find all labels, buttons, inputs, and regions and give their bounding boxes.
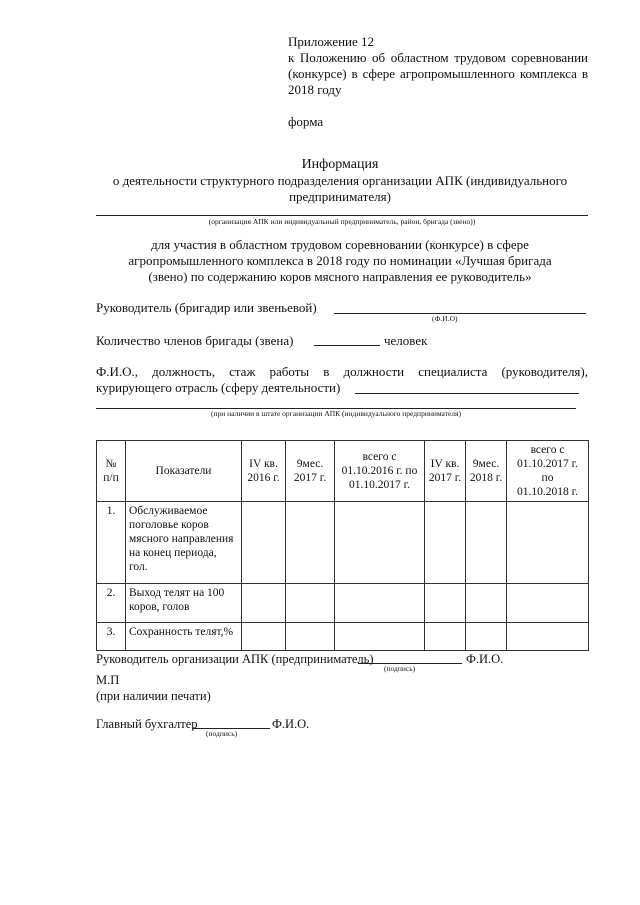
table-row bbox=[97, 584, 589, 623]
table-row bbox=[97, 623, 589, 651]
title-line-3: предпринимателя) bbox=[289, 189, 391, 204]
cell-input[interactable] bbox=[507, 623, 589, 651]
header-q4-2017: IV кв. 2017 г. bbox=[425, 441, 466, 502]
cell-input[interactable] bbox=[335, 623, 425, 651]
cell-input[interactable] bbox=[335, 584, 425, 623]
head-signature-label: Руководитель организации АПК (предприниматель) bbox=[96, 652, 374, 666]
header-number: № п/п bbox=[97, 441, 126, 502]
cell-input[interactable] bbox=[286, 584, 335, 623]
row-number: 3. bbox=[97, 623, 126, 651]
head-fio: Ф.И.О. bbox=[466, 652, 504, 666]
header-indicator: Показатели bbox=[126, 441, 242, 502]
indicators-table bbox=[96, 440, 589, 651]
cell-input[interactable] bbox=[466, 584, 507, 623]
table-row bbox=[97, 502, 589, 584]
title-line-2: о деятельности структурного подразделения организации АПК (индивидуального bbox=[112, 173, 568, 188]
participation-line-2: агропромышленного комплекса в 2018 году по номинации «Лучшая бригада bbox=[128, 253, 552, 268]
header-q4-2016: IV кв. 2016 г. bbox=[242, 441, 286, 502]
cell-input[interactable] bbox=[425, 584, 466, 623]
cell-input[interactable] bbox=[242, 584, 286, 623]
seal-note: (при наличии печати) bbox=[96, 689, 211, 703]
specialist-line-1: Ф.И.О., должность, стаж работы в должности специалиста (руководителя), bbox=[96, 364, 588, 379]
cell-input[interactable] bbox=[286, 623, 335, 651]
specialist-caption: (при наличии в штате организации АПК (индивидуального предпринимателя) bbox=[211, 409, 461, 418]
participation-line-1: для участия в областном трудовом соревновании (конкурсе) в сфере bbox=[151, 237, 529, 252]
cell-input[interactable] bbox=[242, 502, 286, 584]
header-9m-2018: 9мес. 2018 г. bbox=[466, 441, 507, 502]
leader-caption: (Ф.И.О) bbox=[432, 314, 458, 323]
seal-label: М.П bbox=[96, 673, 120, 687]
header-total-2017-2018: всего с 01.10.2017 г. по 01.10.2018 г. bbox=[507, 441, 589, 502]
leader-label: Руководитель (бригадир или звеньевой) bbox=[96, 300, 317, 315]
organization-underline bbox=[96, 215, 588, 216]
members-underline[interactable] bbox=[314, 345, 380, 346]
participation-text bbox=[80, 237, 600, 285]
head-signature-caption: (подпись) bbox=[384, 664, 416, 673]
row-number: 1. bbox=[97, 502, 126, 584]
leader-underline[interactable] bbox=[334, 313, 586, 314]
header-9m-2017: 9мес. 2017 г. bbox=[286, 441, 335, 502]
cell-input[interactable] bbox=[507, 502, 589, 584]
specialist-underline-1[interactable] bbox=[355, 393, 579, 394]
appendix-block bbox=[288, 34, 588, 130]
participation-line-3: (звено) по содержанию коров мясного направления ее руководитель» bbox=[148, 269, 532, 284]
accountant-fio: Ф.И.О. bbox=[272, 717, 310, 731]
cell-input[interactable] bbox=[242, 623, 286, 651]
cell-input[interactable] bbox=[507, 584, 589, 623]
cell-input[interactable] bbox=[425, 502, 466, 584]
appendix-line-3: 2018 году bbox=[288, 82, 342, 97]
title-line-1: Информация bbox=[301, 157, 379, 172]
members-label: Количество членов бригады (звена) bbox=[96, 333, 294, 348]
organization-caption: (организация АПК или индивидуальный предприниматель, район, бригада (звено)) bbox=[208, 217, 476, 226]
cell-input[interactable] bbox=[466, 623, 507, 651]
appendix-line-2: (конкурсе) в сфере агропромышленного комплекса в bbox=[288, 66, 588, 81]
form-label: форма bbox=[288, 114, 324, 129]
header-total-2016-2017: всего с 01.10.2016 г. по 01.10.2017 г. bbox=[335, 441, 425, 502]
specialist-line-2: курирующего отрасль (сферу деятельности) bbox=[96, 380, 341, 395]
accountant-label: Главный бухгалтер bbox=[96, 717, 198, 731]
appendix-line-1: к Положению об областном трудовом соревновании bbox=[288, 50, 588, 65]
row-number: 2. bbox=[97, 584, 126, 623]
cell-input[interactable] bbox=[335, 502, 425, 584]
row-indicator: Сохранность телят,% bbox=[126, 623, 242, 651]
row-indicator: Обслуживаемое поголовье коров мясного направления на конец периода, гол. bbox=[126, 502, 242, 584]
table-header-row bbox=[97, 441, 589, 502]
members-unit: человек bbox=[384, 333, 428, 348]
cell-input[interactable] bbox=[466, 502, 507, 584]
cell-input[interactable] bbox=[286, 502, 335, 584]
appendix-number: Приложение 12 bbox=[288, 34, 375, 49]
accountant-signature-caption: (подпись) bbox=[206, 729, 238, 738]
document-title bbox=[80, 157, 600, 205]
row-indicator: Выход телят на 100 коров, голов bbox=[126, 584, 242, 623]
cell-input[interactable] bbox=[425, 623, 466, 651]
